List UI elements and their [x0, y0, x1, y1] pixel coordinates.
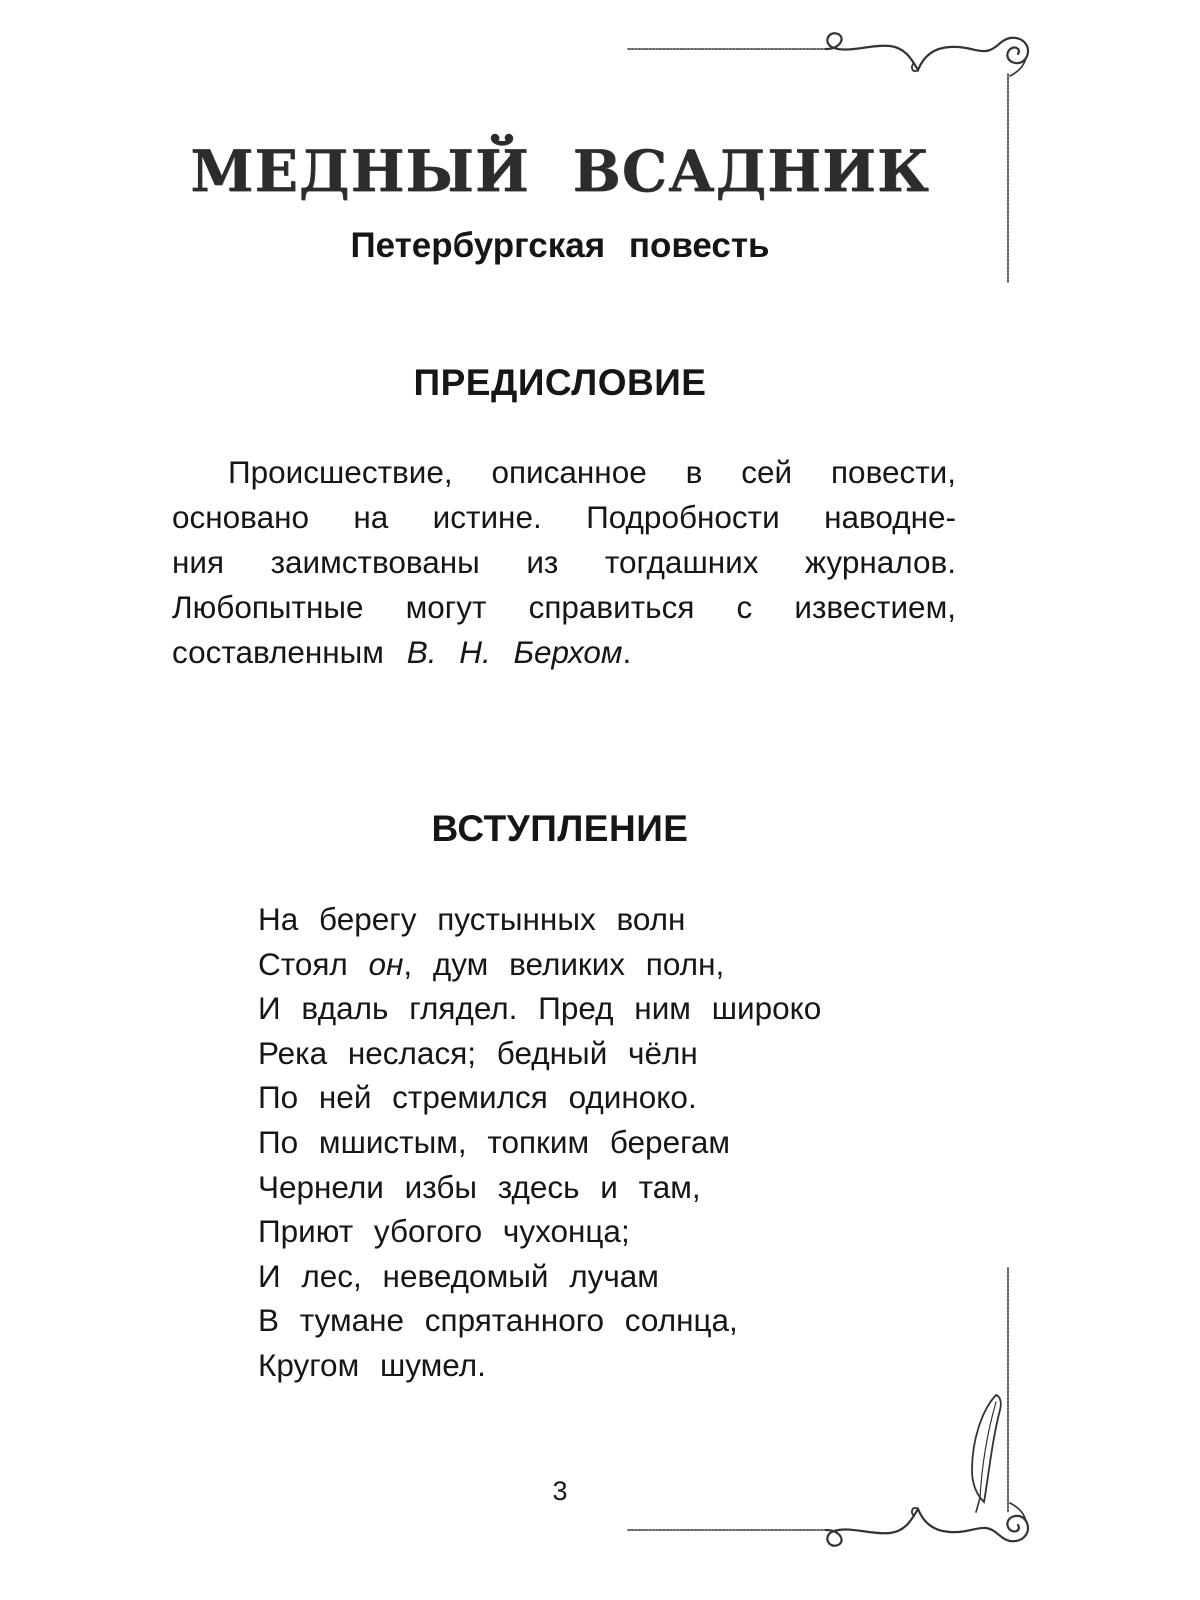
preface-line: основано на истине. Подробности наводне-	[172, 499, 956, 535]
poem-line: И лес, неведомый лучам	[258, 1257, 659, 1294]
poem-line: На берегу пустынных волн	[258, 901, 686, 937]
page-number: 3	[552, 1476, 568, 1506]
preface-line: Происшествие, описанное в сей повести,	[228, 454, 956, 490]
poem-line: Чернели избы здесь и там,	[258, 1168, 701, 1205]
poem-line: По мшистым, топким берегам	[258, 1123, 731, 1160]
poem-line-end: , дум великих полн,	[403, 945, 725, 982]
preface-heading: ПРЕДИСЛОВИЕ	[413, 362, 707, 403]
preface-line-prefix: составленным	[172, 634, 384, 670]
poem-italic-word: он	[368, 945, 404, 982]
preface-line-last	[172, 630, 956, 675]
introduction-heading: ВСТУПЛЕНИЕ	[431, 808, 689, 849]
preface-paragraph	[172, 450, 956, 675]
poem-line	[258, 942, 821, 987]
poem-line: В тумане спрятанного солнца,	[258, 1302, 738, 1339]
poem-line: Приют убогого чухонца;	[258, 1213, 630, 1250]
book-title: МЕДНЫЙ ВСАДНИК	[190, 138, 930, 205]
poem-line: По ней стремился одиноко.	[258, 1079, 697, 1116]
poem-line: Кругом шумел.	[258, 1346, 486, 1383]
preface-line: ния заимствованы из тогдашних журналов.	[172, 544, 956, 580]
poem-line: И вдаль глядел. Пред ним широко	[258, 990, 822, 1027]
book-subtitle: Петербургская повесть	[350, 226, 770, 265]
poem-stanza	[258, 897, 821, 1388]
preface-line: Любопытные могут справиться с известием,	[172, 589, 956, 625]
poem-line-start: Стоял	[258, 945, 348, 982]
poem-line: Река неслася; бедный чёлн	[258, 1034, 698, 1071]
preface-line-suffix: .	[622, 634, 632, 670]
author-reference: В. Н. Берхом	[406, 634, 623, 670]
